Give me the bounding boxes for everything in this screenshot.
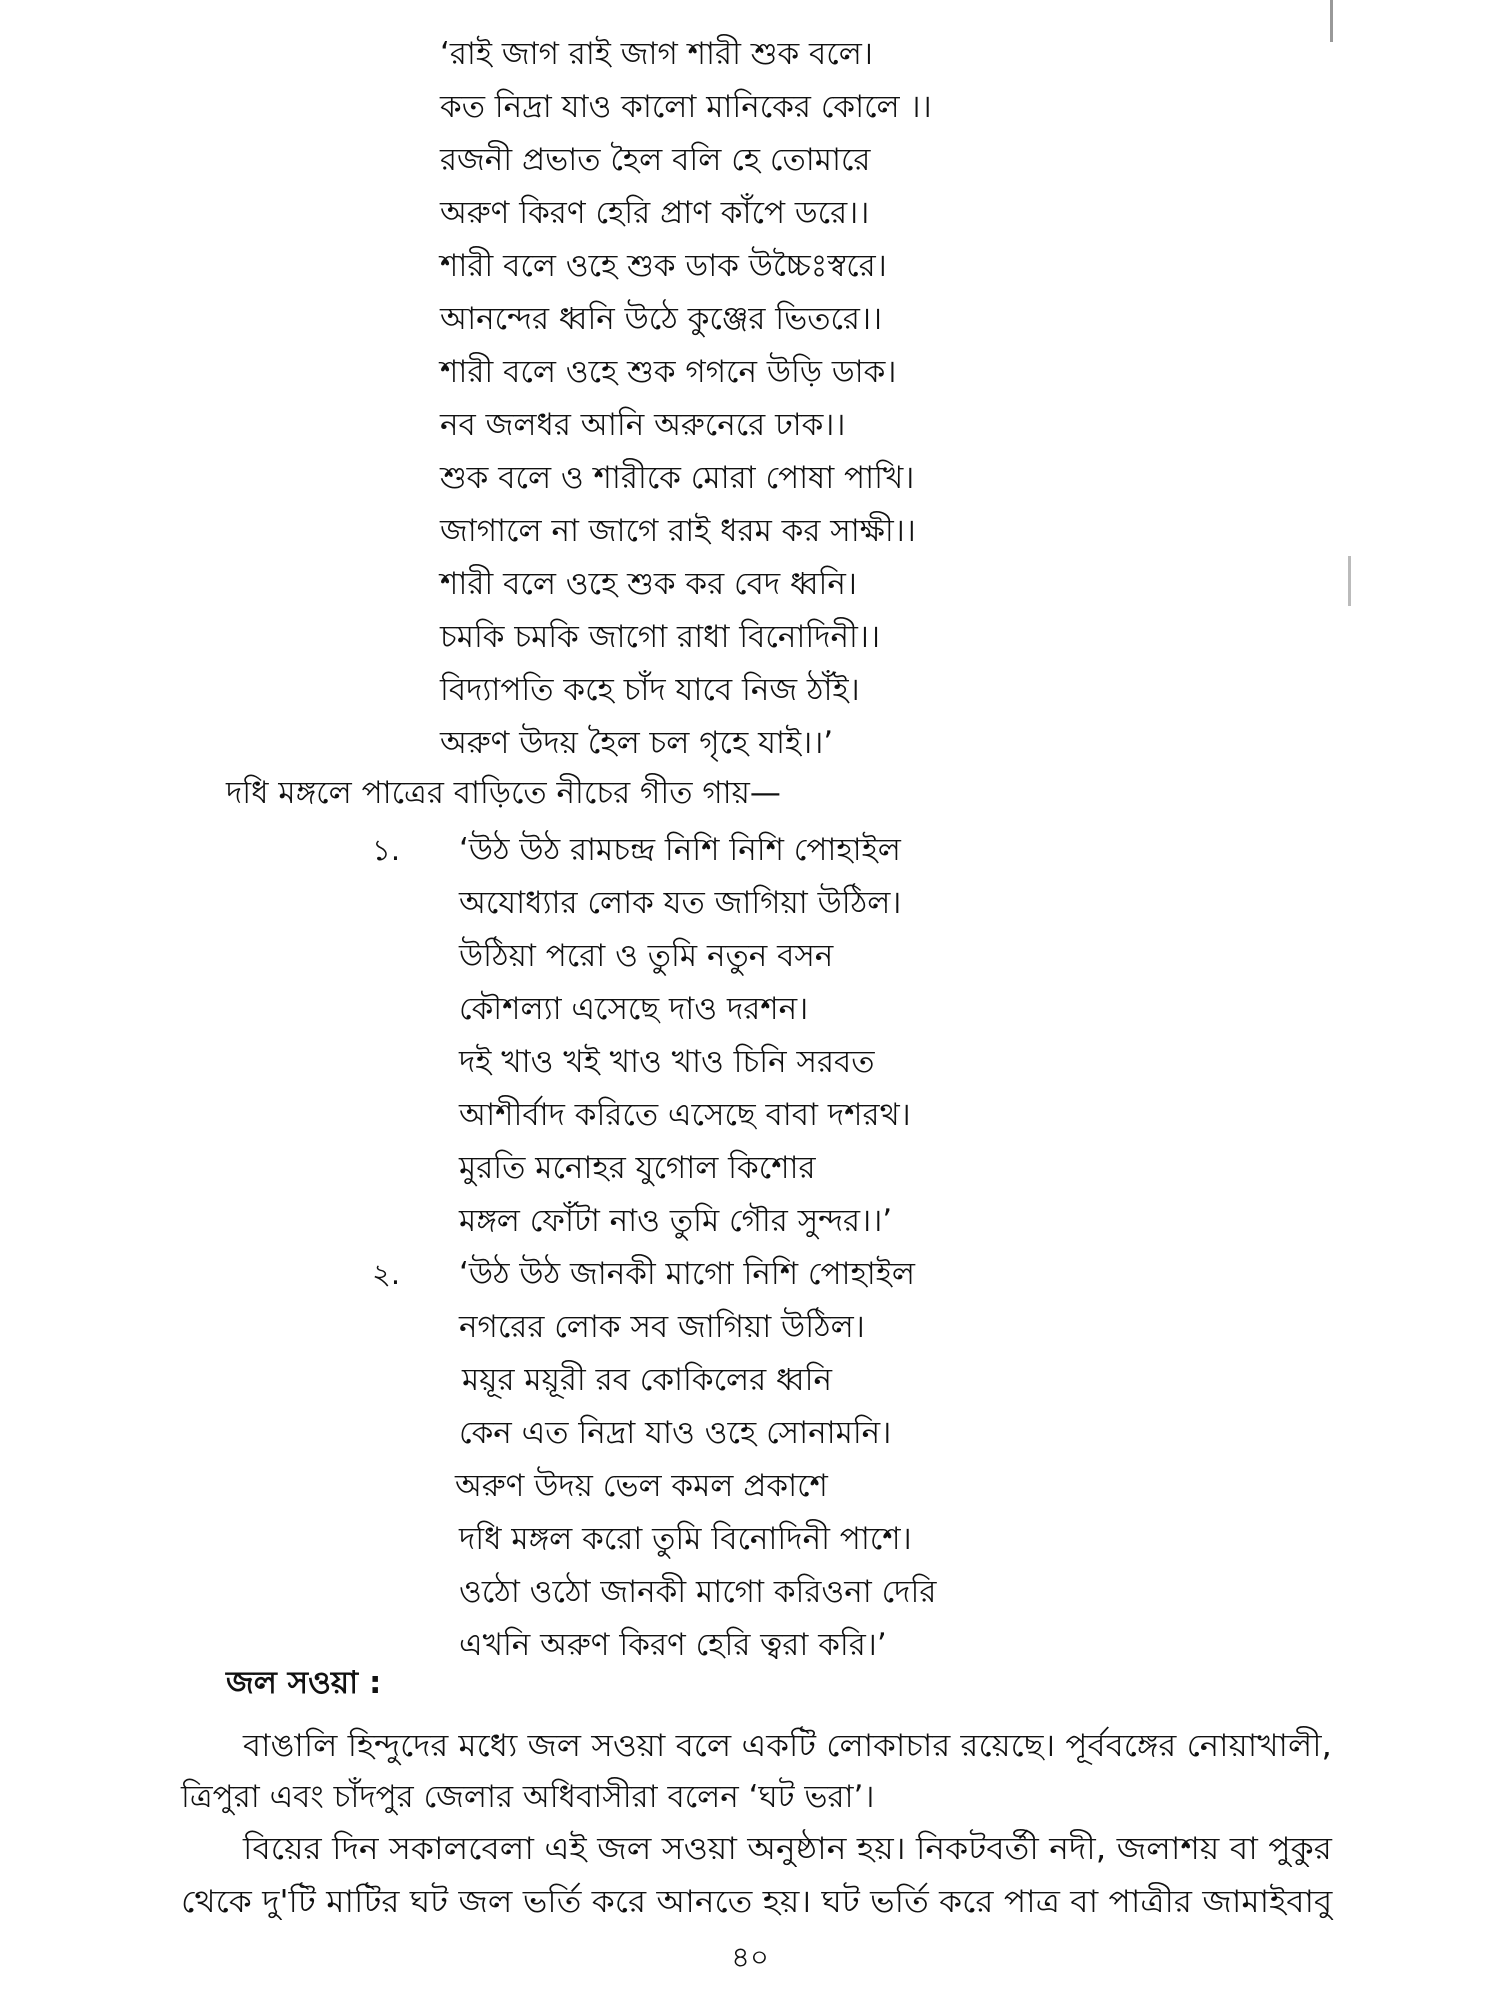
song-line: ‘উঠ উঠ রামচন্দ্র নিশি নিশি পোহাইল <box>459 832 901 868</box>
poem-line: শারী বলে ওহে শুক কর বেদ ধ্বনি। <box>440 566 857 602</box>
poem-line: আনন্দের ধ্বনি উঠে কুঞ্জের ভিতরে।। <box>440 301 883 337</box>
song-line: কৌশল্যা এসেছে দাও দরশন। <box>459 991 809 1027</box>
intro-line: দধি মঙ্গলে পাত্রের বাড়িতে নীচের গীত গায়— <box>226 775 781 811</box>
song-line: দধি মঙ্গল করো তুমি বিনোদিনী পাশে। <box>459 1521 912 1557</box>
paragraph-line: বাঙালি হিন্দুদের মধ্যে জল সওয়া বলে একটি লোকাচার রয়েছে। পূর্ববঙ্গের নোয়াখালী, <box>243 1728 1332 1764</box>
poem-line: শুক বলে ও শারীকে মোরা পোষা পাখি। <box>440 460 915 496</box>
page-number: ৪০ <box>731 1940 769 1974</box>
paragraph-line: বিয়ের দিন সকালবেলা এই জল সওয়া অনুষ্ঠান হয়। নিকটবর্তী নদী, জলাশয় বা পুকুর <box>243 1831 1332 1867</box>
song-line: এখনি অরুণ কিরণ হেরি ত্বরা করি।’ <box>459 1627 887 1663</box>
song-line: মঙ্গল ফোঁটা নাও তুমি গৌর সুন্দর।।’ <box>459 1203 893 1239</box>
poem-line: কত নিদ্রা যাও কালো মানিকের কোলে ।। <box>440 89 932 125</box>
poem-line: চমকি চমকি জাগো রাধা বিনোদিনী।। <box>440 619 881 655</box>
song-line: কেন এত নিদ্রা যাও ওহে সোনামনি। <box>459 1415 892 1451</box>
poem-line: শারী বলে ওহে শুক ডাক উচ্চৈঃস্বরে। <box>440 248 887 284</box>
poem-line: ‘রাই জাগ রাই জাগ শারী শুক বলে। <box>440 36 873 72</box>
scan-mark <box>1348 556 1351 606</box>
song-line: দই খাও খই খাও খাও চিনি সরবত <box>459 1044 875 1080</box>
poem-line: বিদ্যাপতি কহে চাঁদ যাবে নিজ ঠাঁই। <box>440 672 860 708</box>
paragraph-line: ত্রিপুরা এবং চাঁদপুর জেলার অধিবাসীরা বলেন ‘ঘট ভরা’। <box>181 1779 875 1815</box>
poem-line: রজনী প্রভাত হৈল বলি হে তোমারে <box>440 142 871 178</box>
song-line: ওঠো ওঠো জানকী মাগো করিওনা দেরি <box>459 1574 937 1610</box>
song-line: অযোধ্যার লোক যত জাগিয়া উঠিল। <box>459 885 902 921</box>
poem-line: শারী বলে ওহে শুক গগনে উড়ি ডাক। <box>440 354 897 390</box>
song-line: মুরতি মনোহর যুগোল কিশোর <box>459 1150 816 1186</box>
poem-line: অরুণ কিরণ হেরি প্রাণ কাঁপে ডরে।। <box>440 195 870 231</box>
song-line: উঠিয়া পরো ও তুমি নতুন বসন <box>459 938 834 974</box>
poem-line: জাগালে না জাগে রাই ধরম কর সাক্ষী।। <box>440 513 916 549</box>
song-line: আশীর্বাদ করিতে এসেছে বাবা দশরথ। <box>459 1097 911 1133</box>
song-line: ময়ূর ময়ূরী রব কোকিলের ধ্বনি <box>462 1362 832 1398</box>
song-number: ১. <box>372 833 401 867</box>
song-line: ‘উঠ উঠ জানকী মাগো নিশি পোহাইল <box>459 1256 915 1292</box>
poem-line: অরুণ উদয় হৈল চল গৃহে যাই।।’ <box>440 725 834 761</box>
song-line: নগরের লোক সব জাগিয়া উঠিল। <box>459 1309 865 1345</box>
scan-mark <box>1330 0 1333 42</box>
song-number: ২. <box>372 1257 401 1291</box>
song-line: অরুণ উদয় ভেল কমল প্রকাশে <box>455 1468 828 1504</box>
section-heading: জল সওয়া : <box>226 1665 382 1701</box>
poem-line: নব জলধর আনি অরুনেরে ঢাক।। <box>440 407 846 443</box>
paragraph-line: থেকে দু'টি মাটির ঘট জল ভর্তি করে আনতে হয়। ঘট ভর্তি করে পাত্র বা পাত্রীর জামাইবাবু <box>181 1884 1333 1920</box>
